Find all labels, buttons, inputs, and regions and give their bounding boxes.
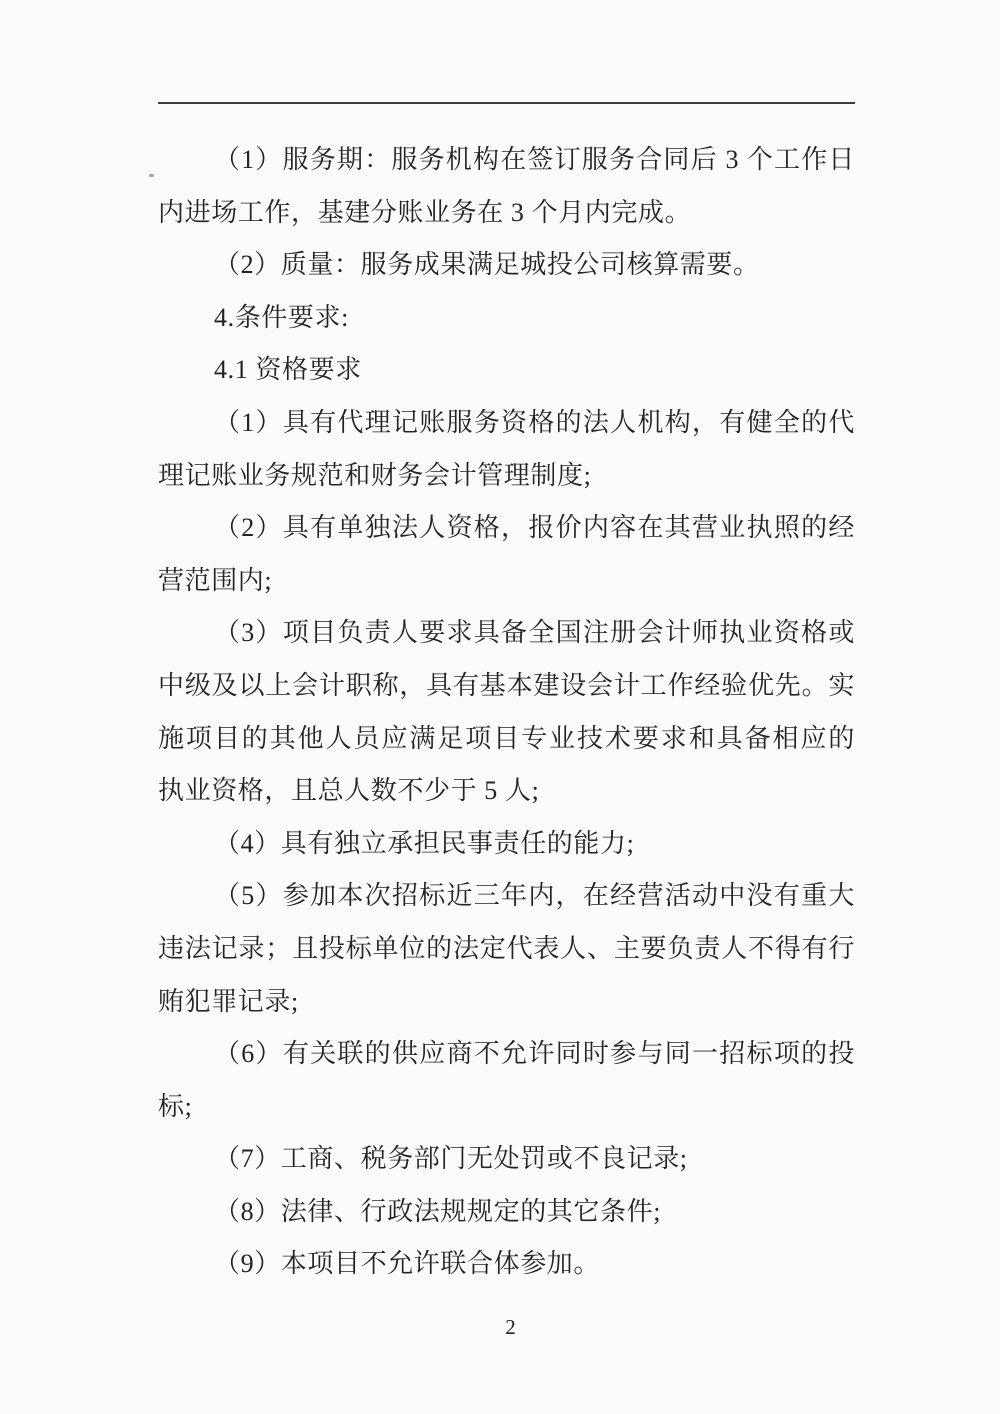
text-line: （6）有关联的供应商不允许同时参与同一招标项的投: [214, 1039, 855, 1069]
text-line: （5）参加本次招标近三年内，在经营活动中没有重大: [214, 881, 855, 911]
text-line: 执业资格，且总人数不少于 5 人;: [158, 776, 540, 806]
text-line: （3）项目负责人要求具备全国注册会计师执业资格或: [214, 618, 855, 648]
text-line: 施项目的其他人员应满足项目专业技术要求和具备相应的: [158, 723, 855, 753]
text-line: 4.1 资格要求: [214, 355, 362, 385]
text-line: 违法记录；且投标单位的法定代表人、主要负责人不得有行: [158, 933, 855, 963]
text-line: 营范围内;: [158, 565, 273, 595]
header-rule: [158, 102, 855, 104]
text-line: （8）法律、行政法规规定的其它条件;: [214, 1196, 662, 1226]
text-line: （2）质量：服务成果满足城投公司核算需要。: [214, 250, 760, 280]
document-body: [158, 134, 855, 1291]
text-line: 4.条件要求:: [214, 302, 349, 332]
text-line: 标;: [158, 1091, 193, 1121]
text-line: （9）本项目不允许联合体参加。: [214, 1249, 601, 1279]
text-line: （4）具有独立承担民事责任的能力;: [214, 828, 635, 858]
page-number: 2: [505, 1315, 517, 1339]
text-line: （1）具有代理记账服务资格的法人机构，有健全的代: [214, 407, 855, 437]
text-line: （7）工商、税务部门无处罚或不良记录;: [214, 1144, 688, 1174]
scan-speck-artifact: [149, 174, 154, 177]
text-line: 中级及以上会计职称，具有基本建设会计工作经验优先。实: [158, 670, 855, 700]
text-line: 理记账业务规范和财务会计管理制度;: [158, 460, 592, 490]
text-line: 内进场工作，基建分账业务在 3 个月内完成。: [158, 197, 692, 227]
text-line: （1）服务期：服务机构在签订服务合同后 3 个工作日: [214, 145, 855, 174]
text-line: 贿犯罪记录;: [158, 986, 299, 1016]
text-line: （2）具有单独法人资格，报价内容在其营业执照的经: [214, 513, 855, 543]
